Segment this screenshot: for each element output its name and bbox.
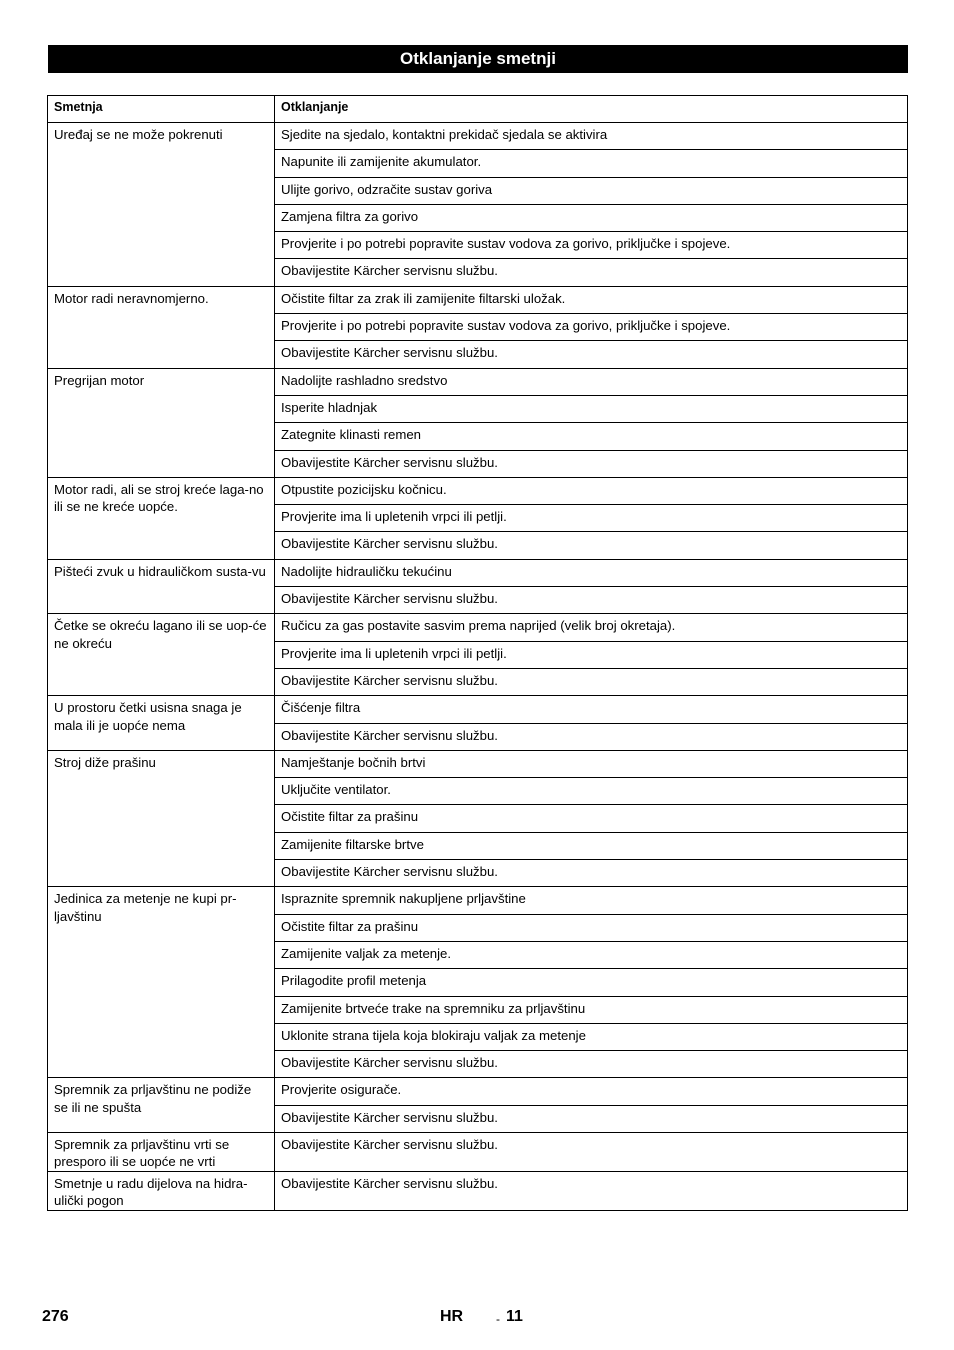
fault-cell: Spremnik za prljavštinu ne podiže se ili ne spušta (48, 1078, 275, 1133)
table-row (48, 887, 908, 914)
table-row (48, 614, 908, 641)
table-row (48, 559, 908, 586)
troubleshooting-table (47, 95, 908, 1211)
remedy-cell: Obavijestite Kärcher servisnu službu. (275, 450, 908, 477)
table-row (48, 477, 908, 504)
remedy-cell: Prilagodite profil metenja (275, 969, 908, 996)
remedy-cell: Uključite ventilator. (275, 778, 908, 805)
remedy-cell: Zamijenite brtveće trake na spremniku za prljavštinu (275, 996, 908, 1023)
remedy-cell: Uklonite strana tijela koja blokiraju valjak za metenje (275, 1023, 908, 1050)
remedy-cell: Zamijenite valjak za metenje. (275, 941, 908, 968)
remedy-cell: Obavijestite Kärcher servisnu službu. (275, 723, 908, 750)
table-row (48, 1171, 908, 1210)
fault-cell: Motor radi, ali se stroj kreće laga-no ili se ne kreće uopće. (48, 477, 275, 559)
remedy-cell: Otpustite pozicijsku kočnicu. (275, 477, 908, 504)
remedy-cell: Očistite filtar za prašinu (275, 914, 908, 941)
fault-cell: Motor radi neravnomjerno. (48, 286, 275, 368)
table-row (48, 750, 908, 777)
remedy-cell: Obavijestite Kärcher servisnu službu. (275, 1171, 908, 1210)
remedy-cell: Zamjena filtra za gorivo (275, 204, 908, 231)
remedy-cell: Ulijte gorivo, odzračite sustav goriva (275, 177, 908, 204)
remedy-cell: Obavijestite Kärcher servisnu službu. (275, 532, 908, 559)
remedy-cell: Obavijestite Kärcher servisnu službu. (275, 259, 908, 286)
remedy-cell: Očistite filtar za zrak ili zamijenite filtarski uložak. (275, 286, 908, 313)
remedy-cell: Provjerite i po potrebi popravite sustav vodova za gorivo, priključke i spojeve. (275, 314, 908, 341)
remedy-cell: Sjedite na sjedalo, kontaktni prekidač sjedala se aktivira (275, 123, 908, 150)
remedy-cell: Obavijestite Kärcher servisnu službu. (275, 341, 908, 368)
fault-cell: Pišteći zvuk u hidrauličkom susta-vu (48, 559, 275, 614)
table-header-row (48, 96, 908, 123)
section-title: Otklanjanje smetnji (48, 45, 908, 73)
remedy-cell: Provjerite osigurače. (275, 1078, 908, 1105)
page-number: 276 (42, 1308, 69, 1325)
remedy-cell: Napunite ili zamijenite akumulator. (275, 150, 908, 177)
remedy-cell: Nadolijte rashladno sredstvo (275, 368, 908, 395)
fault-cell: Pregrijan motor (48, 368, 275, 477)
remedy-cell: Zamijenite filtarske brtve (275, 832, 908, 859)
sub-page-number: 11 (506, 1308, 523, 1325)
fault-cell: U prostoru četki usisna snaga je mala ili je uopće nema (48, 696, 275, 751)
table-row (48, 286, 908, 313)
footer-dash: - (496, 1312, 500, 1326)
fault-cell: Stroj diže prašinu (48, 750, 275, 886)
fault-cell: Četke se okreću lagano ili se uop-će ne okreću (48, 614, 275, 696)
remedy-cell: Obavijestite Kärcher servisnu službu. (275, 1132, 908, 1171)
remedy-cell: Zategnite klinasti remen (275, 423, 908, 450)
fault-cell: Jedinica za metenje ne kupi pr-ljavštinu (48, 887, 275, 1078)
remedy-cell: Provjerite ima li upletenih vrpci ili petlji. (275, 641, 908, 668)
remedy-cell: Namještanje bočnih brtvi (275, 750, 908, 777)
remedy-cell: Čišćenje filtra (275, 696, 908, 723)
fault-cell: Smetnje u radu dijelova na hidra-ulički pogon (48, 1171, 275, 1210)
remedy-cell: Obavijestite Kärcher servisnu službu. (275, 668, 908, 695)
fault-cell: Spremnik za prljavštinu vrti se presporo ili se uopće ne vrti (48, 1132, 275, 1171)
remedy-cell: Obavijestite Kärcher servisnu službu. (275, 860, 908, 887)
remedy-cell: Obavijestite Kärcher servisnu službu. (275, 1105, 908, 1132)
table-row (48, 123, 908, 150)
language-code: HR (440, 1308, 464, 1325)
remedy-cell: Obavijestite Kärcher servisnu službu. (275, 1051, 908, 1078)
remedy-cell: Nadolijte hidrauličku tekućinu (275, 559, 908, 586)
table-row (48, 1078, 908, 1105)
table-row (48, 696, 908, 723)
remedy-cell: Ispraznite spremnik nakupljene prljavštine (275, 887, 908, 914)
table-body (48, 123, 908, 1211)
header-fault: Smetnja (48, 96, 275, 123)
table-row (48, 368, 908, 395)
remedy-cell: Provjerite i po potrebi popravite sustav vodova za gorivo, priključke i spojeve. (275, 232, 908, 259)
remedy-cell: Očistite filtar za prašinu (275, 805, 908, 832)
remedy-cell: Provjerite ima li upletenih vrpci ili petlji. (275, 505, 908, 532)
remedy-cell: Isperite hladnjak (275, 395, 908, 422)
remedy-cell: Ručicu za gas postavite sasvim prema naprijed (velik broj okretaja). (275, 614, 908, 641)
table-row (48, 1132, 908, 1171)
remedy-cell: Obavijestite Kärcher servisnu službu. (275, 587, 908, 614)
fault-cell: Uređaj se ne može pokrenuti (48, 123, 275, 287)
header-remedy: Otklanjanje (275, 96, 908, 123)
